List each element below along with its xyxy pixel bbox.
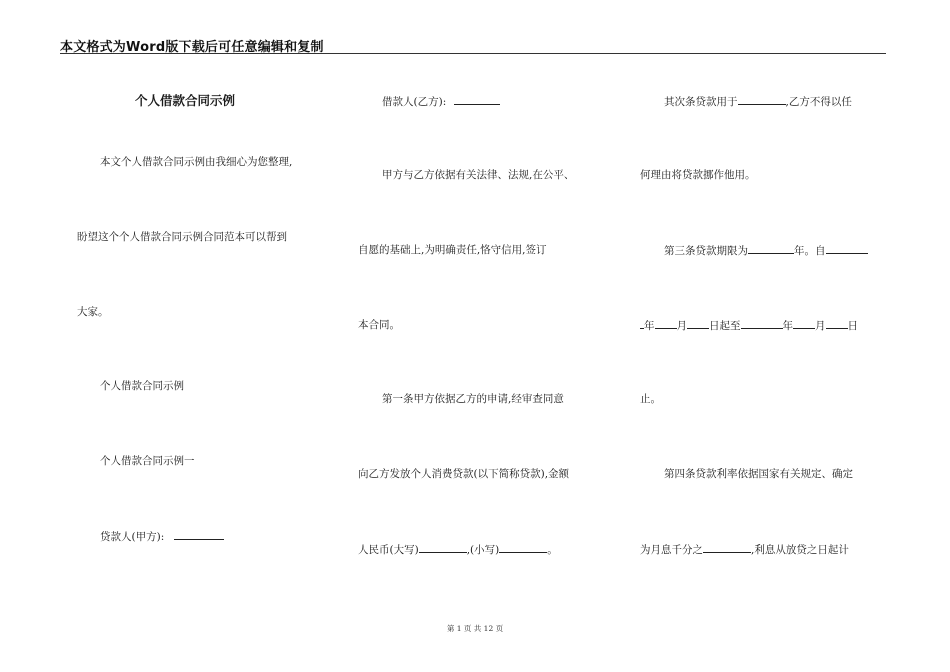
end-year-blank — [741, 318, 783, 329]
right-line-7 — [640, 542, 849, 557]
amount-lower-blank — [499, 542, 547, 553]
page-number: 第 1 页 共 12 页 — [446, 624, 504, 633]
interest-rate-label: 为月息千分之 — [640, 544, 703, 556]
lender-blank — [174, 529, 224, 540]
end-year-label: 年 — [782, 320, 793, 332]
right-line-5: 止。 — [640, 393, 661, 405]
loan-purpose-label: 其次条贷款用于 — [664, 96, 738, 108]
middle-line-4: 本合同。 — [358, 319, 400, 331]
end-day-blank — [826, 318, 848, 329]
start-day-label: 日起至 — [709, 320, 741, 332]
lender-label: 贷款人(甲方): — [100, 531, 165, 543]
borrower-blank — [454, 94, 500, 105]
left-line-4: 个人借款合同示例 — [100, 380, 184, 392]
middle-line-5: 第一条甲方依据乙方的申请,经审查同意 — [382, 393, 564, 405]
middle-line-1 — [382, 94, 500, 109]
right-line-6: 第四条贷款利率依据国家有关规定、确定 — [664, 468, 853, 480]
borrower-label: 借款人(乙方): — [382, 96, 447, 108]
left-line-6 — [100, 529, 224, 544]
document-title: 个人借款合同示例 — [135, 93, 236, 108]
middle-line-2: 甲方与乙方依据有关法律、法规,在公平、 — [382, 169, 575, 181]
middle-line-7 — [358, 542, 558, 557]
right-line-4 — [640, 318, 858, 333]
start-month-label: 月 — [676, 320, 687, 332]
start-year-label: 年 — [644, 320, 655, 332]
end-month-label: 月 — [815, 320, 826, 332]
right-line-1 — [664, 94, 852, 109]
right-line-3 — [664, 243, 868, 258]
middle-line-6: 向乙方发放个人消费贷款(以下简称贷款),金额 — [358, 468, 570, 480]
loan-term-blank — [748, 243, 794, 254]
amount-upper-label: 人民币(大写) — [358, 544, 419, 556]
left-line-2: 盼望这个个人借款合同示例合同范本可以帮到 — [77, 231, 287, 243]
loan-term-label: 第三条贷款期限为 — [664, 245, 748, 257]
interest-rate-blank — [703, 542, 751, 553]
loan-purpose-blank — [738, 94, 786, 105]
interest-rate-rest: ,利息从放贷之日起计 — [751, 544, 849, 556]
left-line-3: 大家。 — [77, 306, 109, 318]
start-day-blank — [687, 318, 709, 329]
loan-term-rest: 年。自 — [794, 245, 826, 257]
left-line-1: 本文个人借款合同示例由我细心为您整理, — [100, 156, 293, 168]
end-day-label: 日 — [847, 320, 858, 332]
amount-upper-blank — [419, 542, 467, 553]
header-divider — [60, 53, 886, 54]
middle-line-3: 自愿的基础上,为明确责任,恪守信用,签订 — [358, 244, 547, 256]
end-month-blank — [793, 318, 815, 329]
amount-period: 。 — [547, 544, 558, 556]
loan-purpose-rest: ,乙方不得以任 — [785, 96, 852, 108]
loan-start-year-blank — [826, 243, 868, 254]
start-month-blank — [655, 318, 677, 329]
right-line-2: 何理由将贷款挪作他用。 — [640, 169, 756, 181]
amount-lower-label: ,(小写) — [466, 544, 500, 556]
document-header-title: 本文格式为Word版下载后可任意编辑和复制 — [60, 40, 324, 55]
left-line-5: 个人借款合同示例一 — [100, 455, 195, 467]
